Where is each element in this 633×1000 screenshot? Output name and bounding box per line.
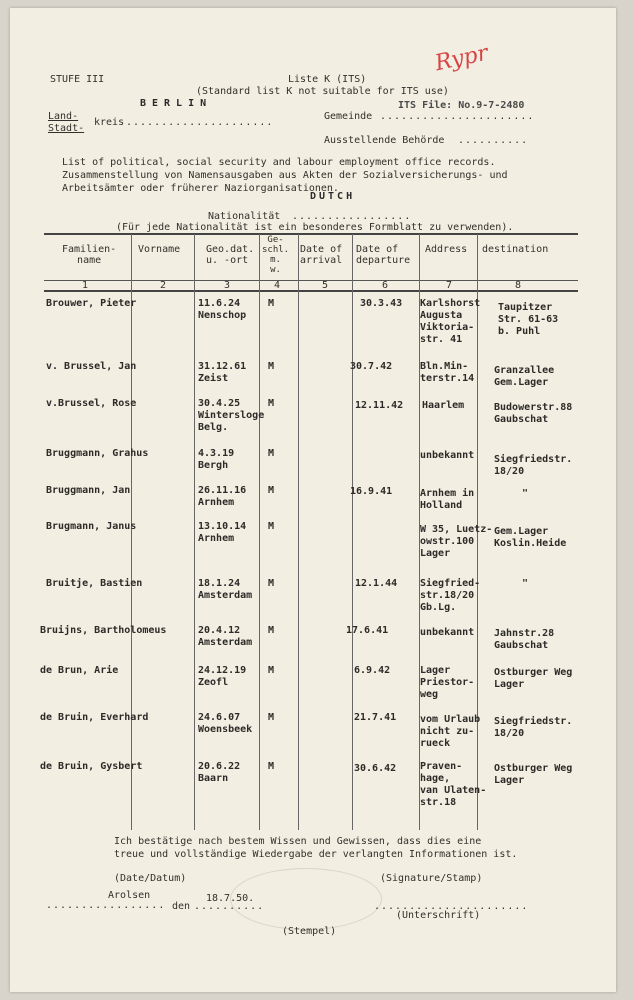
nationality-note: (Für jede Nationalität ist ein besonderes Formblatt zu verwenden). xyxy=(116,222,514,233)
behoerde-dots: .......... xyxy=(458,135,529,146)
row-1-name: Brouwer, Pieter xyxy=(46,298,137,309)
row-10-departure: 21.7.41 xyxy=(354,712,397,723)
col-number-3: 3 xyxy=(224,280,231,291)
row-5-destination: " xyxy=(522,488,529,499)
row-1-destination: Taupitzer Str. 61-63 b. Puhl xyxy=(498,302,559,337)
intro-line-1: List of political, social security and labour employment office records. xyxy=(62,157,496,168)
col-number-2: 2 xyxy=(160,280,167,291)
nationalitaet-label: Nationalität xyxy=(208,211,281,222)
row-5-birth: 26.11.16 Arnhem xyxy=(198,485,247,508)
row-3-sex: M xyxy=(268,398,275,409)
row-3-name: v.Brussel, Rose xyxy=(46,398,137,409)
row-10-sex: M xyxy=(268,712,275,723)
row-8-birth: 20.4.12 Amsterdam xyxy=(198,625,253,648)
row-9-name: de Brun, Arie xyxy=(40,665,119,676)
row-5-name: Bruggmann, Jan xyxy=(46,485,131,496)
kreis-label: kreis xyxy=(94,117,125,128)
row-6-address: W 35, Luetz- owstr.100 Lager xyxy=(420,524,493,559)
col-divider-3 xyxy=(259,234,260,830)
col-header-geschlecht: Ge- schl. m. w. xyxy=(262,235,290,275)
row-4-destination: Siegfriedstr. 18/20 xyxy=(494,454,573,477)
row-7-sex: M xyxy=(268,578,275,589)
row-6-birth: 13.10.14 Arnhem xyxy=(198,521,247,544)
row-9-destination: Ostburger Weg Lager xyxy=(494,667,573,690)
signature-dots: ...................... xyxy=(374,901,529,912)
row-10-birth: 24.6.07 Woensbeek xyxy=(198,712,253,735)
row-11-departure: 30.6.42 xyxy=(354,763,397,774)
row-8-name: Bruijns, Bartholomeus xyxy=(40,625,167,636)
nationality-stamp: DUTCH xyxy=(310,191,356,202)
unterschrift-label: (Unterschrift) xyxy=(396,910,481,921)
row-1-birth: 11.6.24 Nenschop xyxy=(198,298,247,321)
row-4-name: Bruggmann, Grahus xyxy=(46,448,149,459)
row-8-sex: M xyxy=(268,625,275,636)
row-9-birth: 24.12.19 Zeofl xyxy=(198,665,247,688)
row-4-birth: 4.3.19 Bergh xyxy=(198,448,235,471)
kreis-dots: ..................... xyxy=(126,117,274,128)
row-9-address: Lager Priestor- weg xyxy=(420,665,475,700)
row-9-departure: 6.9.42 xyxy=(354,665,391,676)
col-number-1: 1 xyxy=(82,280,89,291)
row-6-destination: Gem.Lager Koslin.Heide xyxy=(494,526,567,549)
intro-line-2: Zusammenstellung von Namensausgaben aus Akten der Sozialversicherungs- und xyxy=(62,170,508,181)
row-3-destination: Budowerstr.88 Gaubschat xyxy=(494,402,573,425)
stempel-label: (Stempel) xyxy=(282,926,337,937)
row-1-sex: M xyxy=(268,298,275,309)
row-11-destination: Ostburger Weg Lager xyxy=(494,763,573,786)
row-11-name: de Bruin, Gysbert xyxy=(40,761,143,772)
row-5-sex: M xyxy=(268,485,275,496)
row-8-address: unbekannt xyxy=(420,627,475,638)
city-stamp: BERLIN xyxy=(140,98,213,109)
col-number-4: 4 xyxy=(274,280,281,291)
row-7-name: Bruitje, Bastien xyxy=(46,578,143,589)
date-value: 18.7.50. xyxy=(206,893,255,904)
row-10-address: vom Urlaub nicht zu- rueck xyxy=(420,714,481,749)
row-5-address: Arnhem in Holland xyxy=(420,488,475,511)
row-6-name: Brugmann, Janus xyxy=(46,521,137,532)
row-7-address: Siegfried- str.18/20 Gb.Lg. xyxy=(420,578,481,613)
row-3-address: Haarlem xyxy=(422,400,465,411)
col-header-address: Address xyxy=(425,244,468,255)
handwritten-mark: Rypr xyxy=(432,40,491,77)
row-2-sex: M xyxy=(268,361,275,372)
row-10-name: de Bruin, Everhard xyxy=(40,712,149,723)
row-4-address: unbekannt xyxy=(420,450,475,461)
gemeinde-label: Gemeinde xyxy=(324,111,373,122)
nationalitaet-dots: ................. xyxy=(292,211,412,222)
row-3-departure: 12.11.42 xyxy=(355,400,404,411)
place: Arolsen xyxy=(108,890,151,901)
liste-subtitle: (Standard list K not suitable for ITS use) xyxy=(196,86,449,97)
row-2-destination: Granzallee Gem.Lager xyxy=(494,365,555,388)
row-5-departure: 16.9.41 xyxy=(350,486,393,497)
row-11-birth: 20.6.22 Baarn xyxy=(198,761,241,784)
table-top-rule xyxy=(44,233,578,235)
certify-line-2: treue und vollständige Wiedergabe der verlangten Informationen ist. xyxy=(114,849,518,860)
col-header-familienname: Familien- name xyxy=(62,244,117,266)
land-stadt-label: Land- Stadt- xyxy=(48,111,85,134)
col-divider-2 xyxy=(194,234,195,830)
behoerde-label: Ausstellende Behörde xyxy=(324,135,445,146)
date-label: (Date/Datum) xyxy=(114,873,187,884)
row-11-sex: M xyxy=(268,761,275,772)
row-9-sex: M xyxy=(268,665,275,676)
gemeinde-dots: ...................... xyxy=(380,111,535,122)
col-divider-5 xyxy=(352,234,353,830)
col-number-5: 5 xyxy=(322,280,329,291)
row-7-destination: " xyxy=(522,578,529,589)
col-number-6: 6 xyxy=(382,280,389,291)
place-dots: ................. xyxy=(46,900,166,911)
liste-title: Liste K (ITS) xyxy=(288,74,367,85)
col-number-8: 8 xyxy=(515,280,522,291)
col-header-geburtsdatum: Geo.dat. u. -ort xyxy=(206,244,255,266)
row-4-sex: M xyxy=(268,448,275,459)
row-2-name: v. Brussel, Jan xyxy=(46,361,137,372)
certify-line-1: Ich bestätige nach bestem Wissen und Gewissen, dass dies eine xyxy=(114,836,482,847)
col-header-vorname: Vorname xyxy=(138,244,181,255)
intro-line-3: Arbeitsämter oder früherer Naziorganisationen. xyxy=(62,183,339,194)
col-number-7: 7 xyxy=(446,280,453,291)
col-header-arrival: Date of arrival xyxy=(300,244,343,266)
document-sheet xyxy=(10,8,616,992)
row-7-birth: 18.1.24 Amsterdam xyxy=(198,578,253,601)
signature-label: (Signature/Stamp) xyxy=(380,873,483,884)
date-dots: .......... xyxy=(194,901,265,912)
its-file-number: ITS File: No.9-7-2480 xyxy=(398,100,525,111)
row-6-sex: M xyxy=(268,521,275,532)
table-header-rule xyxy=(44,280,578,281)
row-2-birth: 31.12.61 Zeist xyxy=(198,361,247,384)
row-8-destination: Jahnstr.28 Gaubschat xyxy=(494,628,555,651)
col-header-departure: Date of departure xyxy=(356,244,411,266)
row-2-departure: 30.7.42 xyxy=(350,361,393,372)
row-8-departure: 17.6.41 xyxy=(346,625,389,636)
table-number-rule xyxy=(44,290,578,292)
row-1-departure: 30.3.43 xyxy=(360,298,403,309)
row-3-birth: 30.4.25 Wintersloge Belg. xyxy=(198,398,265,433)
row-2-address: Bln.Min- terstr.14 xyxy=(420,361,475,384)
row-11-address: Praven- hage, van Ulaten- str.18 xyxy=(420,761,487,808)
stufe-label: STUFE III xyxy=(50,74,105,85)
row-1-address: Karlshorst Augusta Viktoria- str. 41 xyxy=(420,298,481,345)
row-10-destination: Siegfriedstr. 18/20 xyxy=(494,716,573,739)
col-header-destination: destination xyxy=(482,244,549,255)
den-label: den xyxy=(172,901,191,912)
row-7-departure: 12.1.44 xyxy=(355,578,398,589)
col-divider-4 xyxy=(298,234,299,830)
